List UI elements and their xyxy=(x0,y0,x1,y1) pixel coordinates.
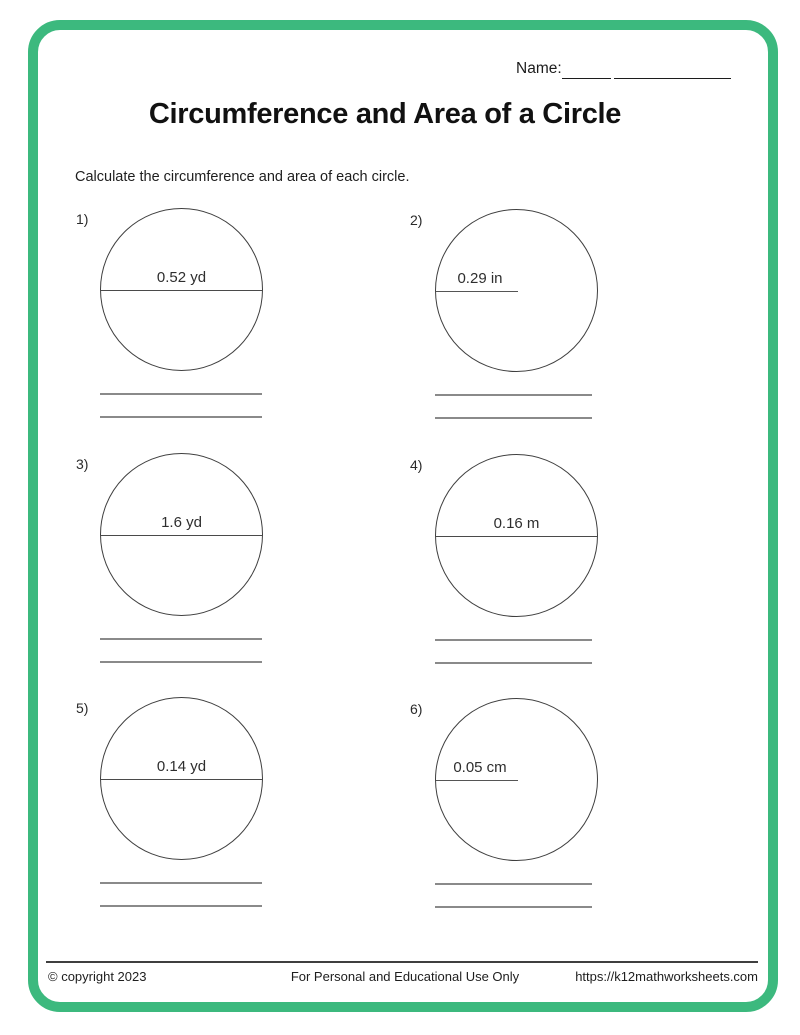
answer-line xyxy=(100,638,262,640)
answer-line xyxy=(435,662,592,664)
circle-figure xyxy=(100,697,263,860)
circle-figure xyxy=(100,453,263,616)
answer-line xyxy=(435,417,592,419)
problem-3 xyxy=(76,450,286,680)
circle-figure xyxy=(100,208,263,371)
problem-6 xyxy=(410,695,620,925)
problem-number: 4) xyxy=(410,457,423,473)
diameter-line xyxy=(436,536,597,537)
problem-number: 2) xyxy=(410,212,423,228)
circle-figure xyxy=(435,698,598,861)
page-title: Circumference and Area of a Circle xyxy=(148,98,622,130)
measurement-label: 0.14 yd xyxy=(156,757,207,775)
footer-copyright: © copyright 2023 xyxy=(48,969,147,984)
footer-usage-note: For Personal and Educational Use Only xyxy=(290,969,520,984)
problem-1 xyxy=(76,205,286,435)
problem-2 xyxy=(410,206,620,436)
problem-number: 1) xyxy=(76,211,89,227)
problem-5 xyxy=(76,694,286,924)
measurement-label: 0.52 yd xyxy=(156,268,207,286)
footer-divider xyxy=(46,961,758,963)
radius-line xyxy=(436,780,518,781)
instructions-text: Calculate the circumference and area of each circle. xyxy=(75,169,410,185)
diameter-line xyxy=(101,535,262,536)
answer-line xyxy=(435,906,592,908)
name-label: Name: xyxy=(516,60,562,77)
circle-figure xyxy=(435,454,598,617)
measurement-label: 0.29 in xyxy=(457,269,503,287)
answer-line xyxy=(435,639,592,641)
answer-line xyxy=(100,393,262,395)
radius-line xyxy=(436,291,518,292)
footer-website-url: https://k12mathworksheets.com xyxy=(575,969,758,984)
measurement-label: 0.16 m xyxy=(493,514,540,532)
diameter-line xyxy=(101,290,262,291)
problem-number: 6) xyxy=(410,701,423,717)
measurement-label: 0.05 cm xyxy=(453,758,507,776)
name-fill-line xyxy=(614,78,731,79)
circle-figure xyxy=(435,209,598,372)
measurement-label: 1.6 yd xyxy=(161,513,202,531)
answer-line xyxy=(100,905,262,907)
problem-number: 5) xyxy=(76,700,89,716)
answer-line xyxy=(435,394,592,396)
answer-line xyxy=(100,416,262,418)
problem-number: 3) xyxy=(76,456,89,472)
answer-line xyxy=(435,883,592,885)
problem-4 xyxy=(410,451,620,681)
answer-line xyxy=(100,661,262,663)
name-fill-line xyxy=(562,78,611,79)
answer-line xyxy=(100,882,262,884)
diameter-line xyxy=(101,779,262,780)
